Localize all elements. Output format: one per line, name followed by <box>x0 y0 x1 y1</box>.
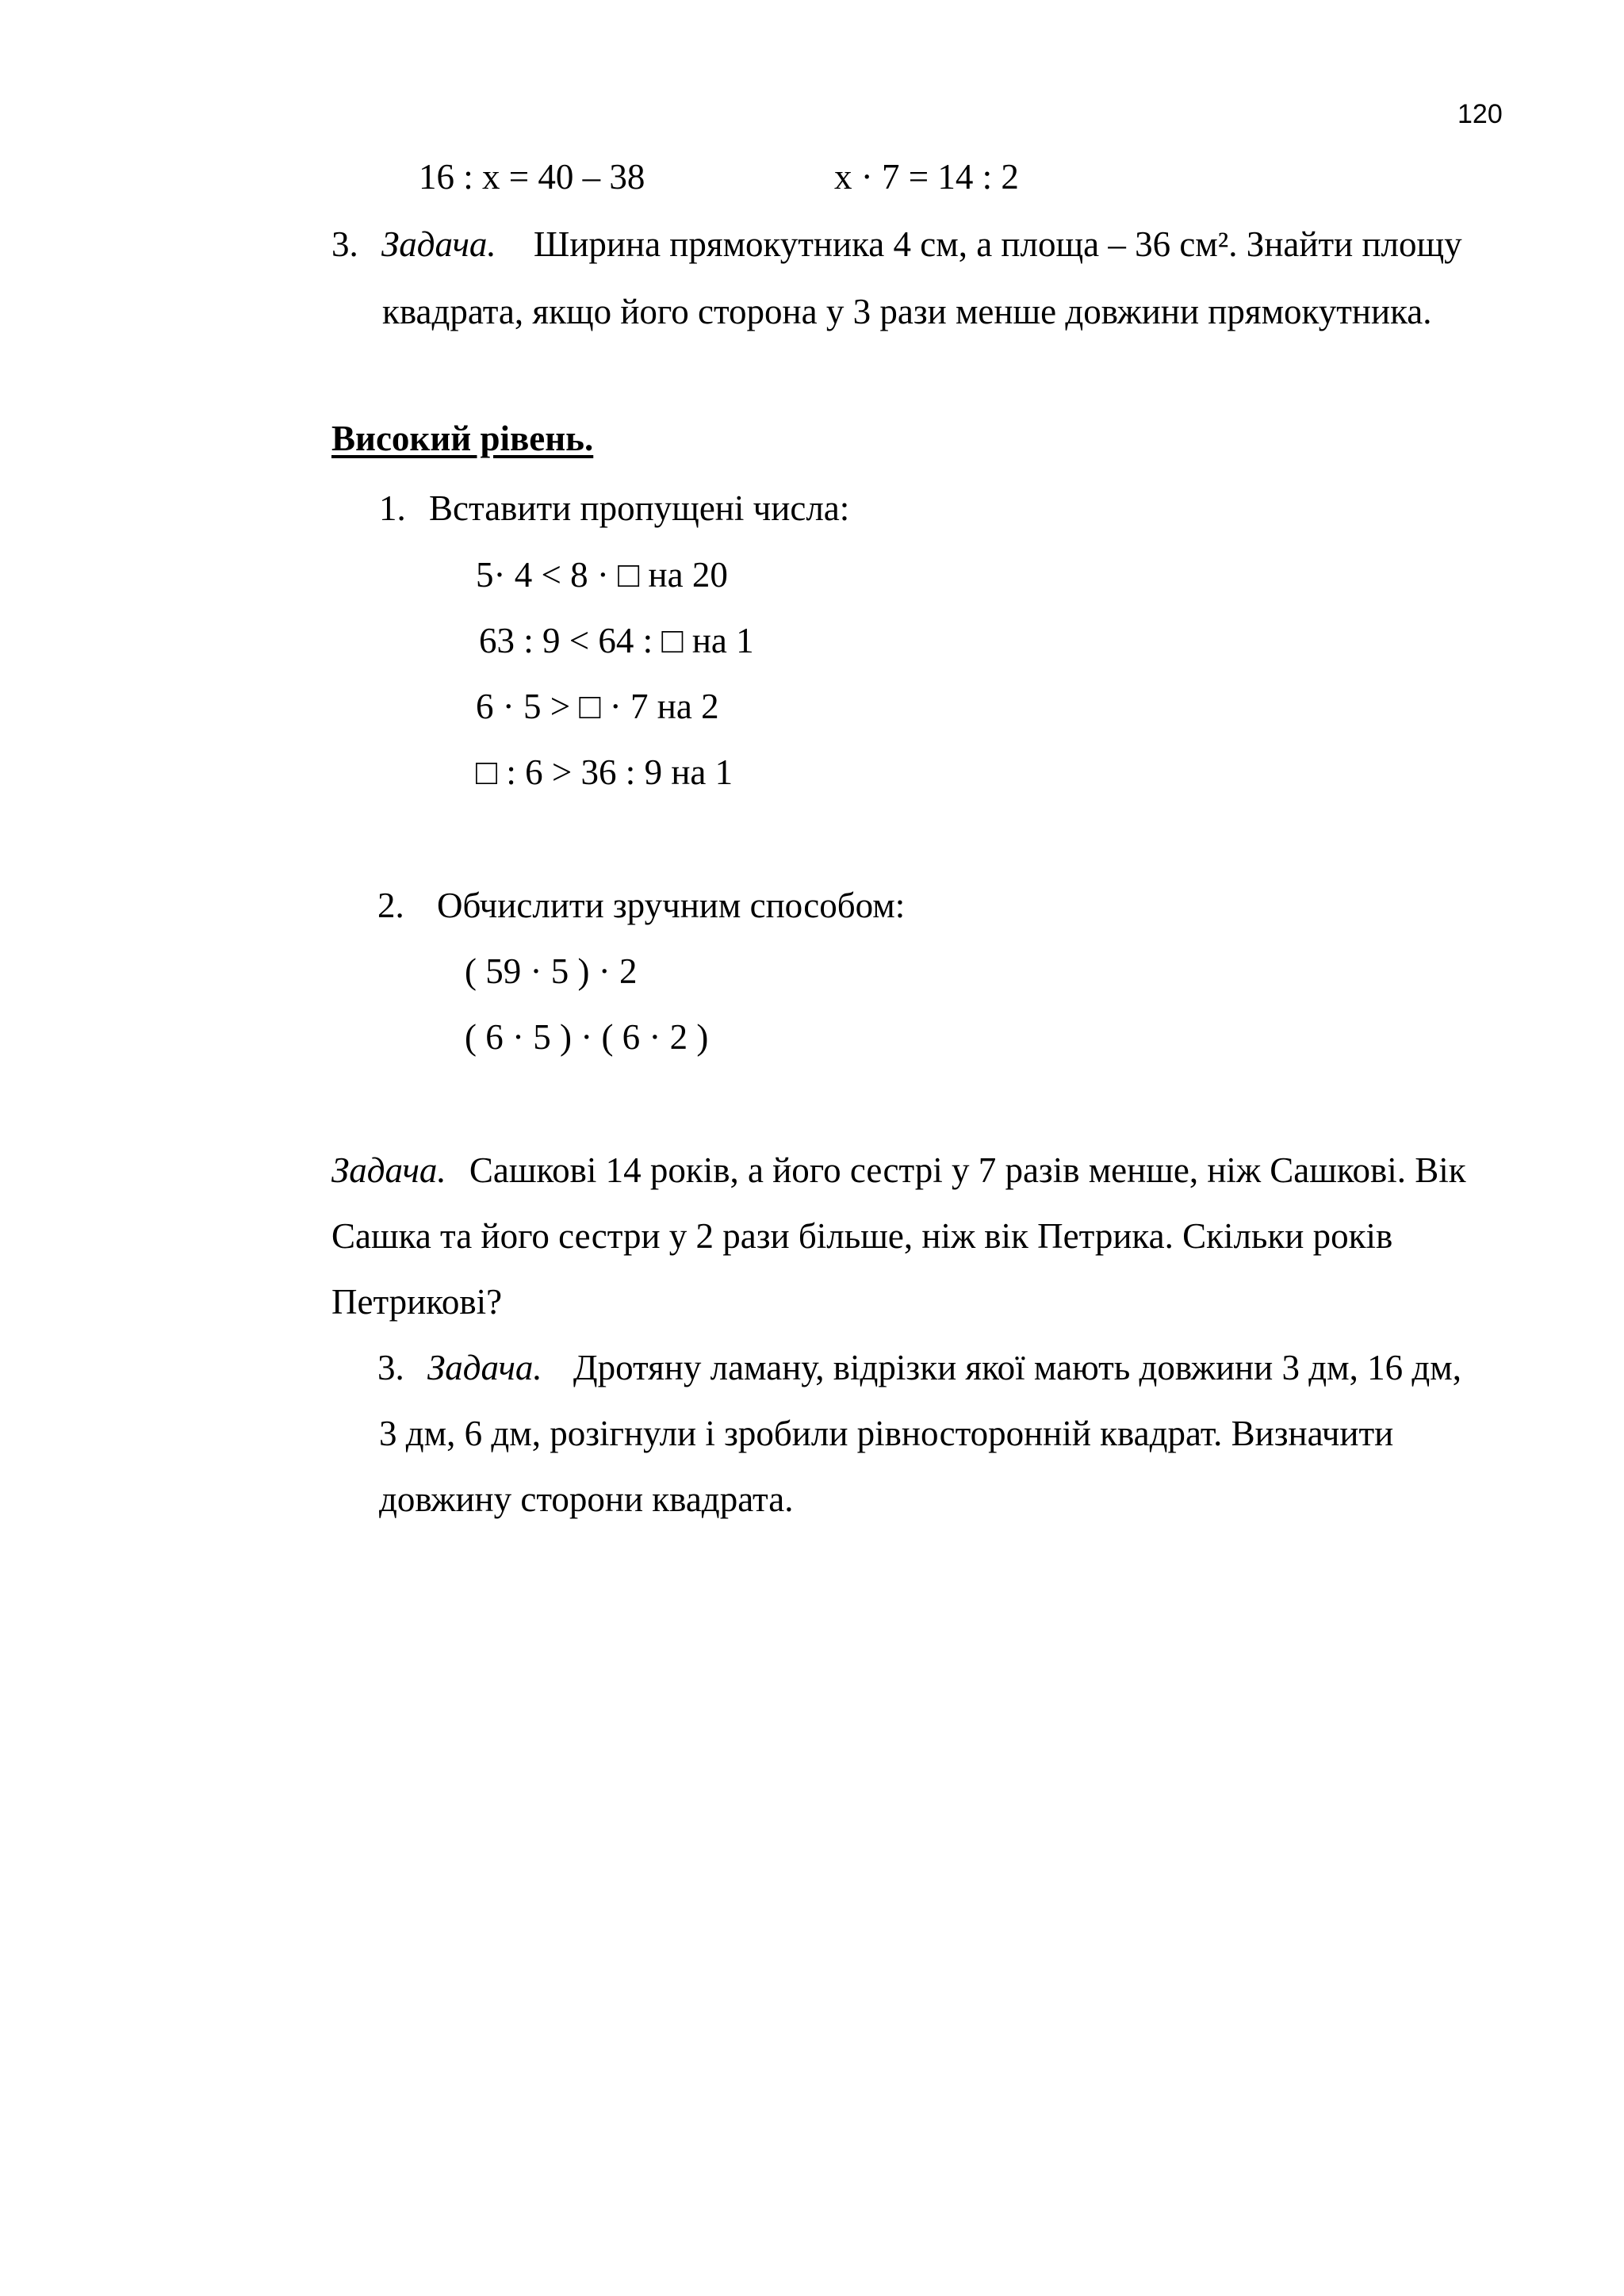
task3-top-label: Задача. <box>381 224 496 264</box>
task3-bottom-text-line3: довжину сторони квадрата. <box>379 1479 794 1519</box>
task3-bottom-label: Задача. <box>427 1348 542 1387</box>
task-sashko-text-line3: Петрикові? <box>331 1282 503 1322</box>
task-sashko-label: Задача. <box>331 1150 446 1190</box>
task-sashko-first-line <box>331 1142 1466 1198</box>
high-level-heading: Високий рівень. <box>331 419 594 458</box>
task-sashko-text-line2: Сашка та його сестри у 2 рази більше, ніж вік Петрика. Скільки років <box>331 1216 1393 1256</box>
task-sashko-text-line1: Сашкові 14 років, а його сестрі у 7 разів менше, ніж Сашкові. Вік <box>469 1150 1466 1190</box>
task3-top-text-line1: Ширина прямокутника 4 см, а площа – 36 см². Знайти площу <box>533 224 1462 264</box>
item1-number: 1. <box>379 488 406 528</box>
item1-expr-3: 6 · 5 > □ · 7 на 2 <box>476 687 719 726</box>
page-number: 120 <box>1457 99 1503 129</box>
task3-top-first-line <box>331 216 1462 272</box>
item1-expr-2: 63 : 9 < 64 : □ на 1 <box>479 621 754 660</box>
item1-expr-1: 5· 4 < 8 · □ на 20 <box>476 555 728 595</box>
task3-top-text-line2: квадрата, якщо його сторона у 3 рази менше довжини прямокутника. <box>382 292 1432 331</box>
item2-expr-2: ( 6 · 5 ) · ( 6 · 2 ) <box>465 1017 709 1057</box>
item2-text: Обчислити зручним способом: <box>437 886 906 925</box>
equation-right: х · 7 = 14 : 2 <box>834 157 1019 197</box>
equation-left: 16 : х = 40 – 38 <box>419 157 645 197</box>
task3-bottom-number: 3. <box>377 1348 404 1387</box>
item2-line <box>377 878 905 933</box>
item1-line <box>379 480 849 536</box>
item1-text: Вставити пропущені числа: <box>429 488 850 528</box>
task3-bottom-first-line <box>377 1340 1461 1395</box>
item1-expr-4: □ : 6 > 36 : 9 на 1 <box>476 752 733 792</box>
task3-bottom-text-line1: Дротяну ламану, відрізки якої мають довжини 3 дм, 16 дм, <box>573 1348 1461 1387</box>
task3-bottom-text-line2: 3 дм, 6 дм, розігнули і зробили рівносторонній квадрат. Визначити <box>379 1414 1394 1453</box>
item2-expr-1: ( 59 · 5 ) · 2 <box>465 951 638 991</box>
item2-number: 2. <box>377 886 404 925</box>
task3-top-number: 3. <box>331 224 358 264</box>
